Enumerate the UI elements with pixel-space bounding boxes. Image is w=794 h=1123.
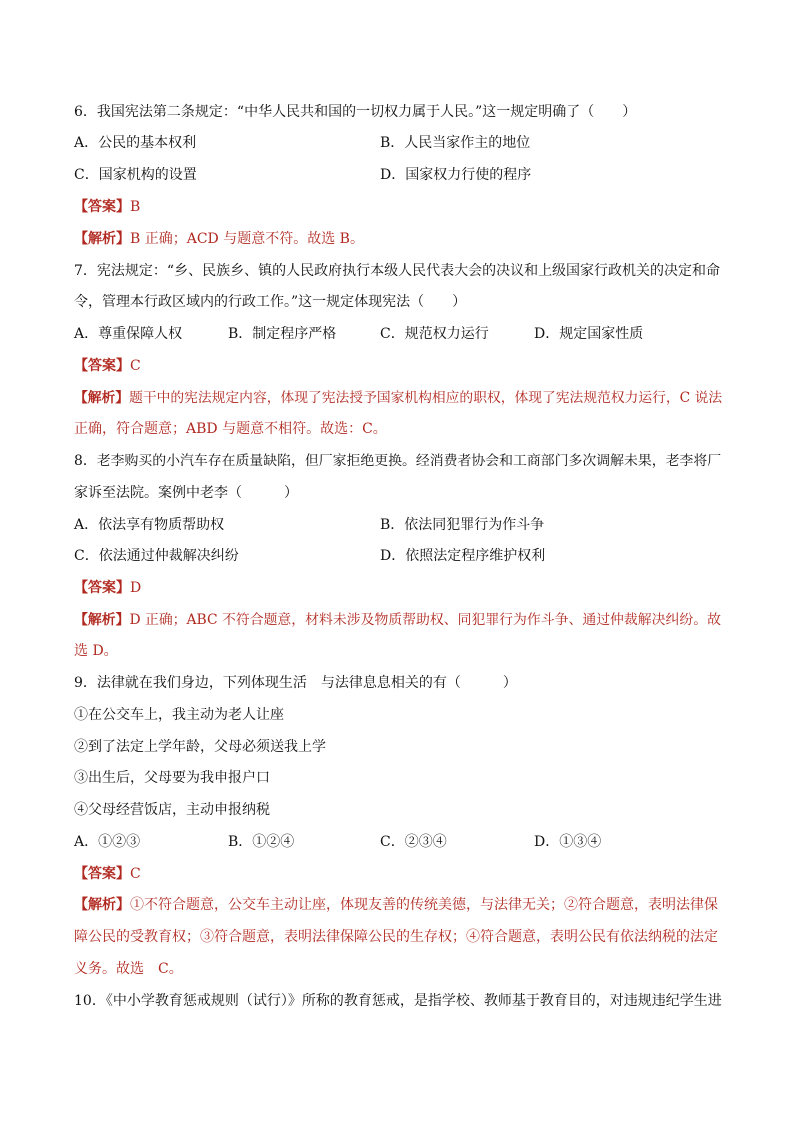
q9-option-a: A．①②③ <box>74 834 141 850</box>
analysis-tag: 【解析】 <box>74 612 130 628</box>
q6-answer <box>74 197 140 217</box>
q9-item-4: ④父母经营饭店，主动申报纳税 <box>74 802 270 818</box>
q6-option-c: C．国家机构的设置 <box>74 167 197 183</box>
q8-answer <box>74 578 141 598</box>
q7-analysis-text-1: 题干中的宪法规定内容，体现了宪法授予国家机构相应的职权，体现了宪法规范权力运行，C 说法 <box>129 390 723 406</box>
q7-answer <box>74 356 141 376</box>
q6-option-d: D．国家权力行使的程序 <box>380 167 532 183</box>
answer-tag: 【答案】 <box>74 580 130 596</box>
question-7-stem-line-1: 7．宪法规定：“乡、民族乡、镇的人民政府执行本级人民代表大会的决议和上级国家行政机关的决定和命 <box>74 263 721 279</box>
question-7-stem-line-2: 令，管理本行政区域内的行政工作。”这一规定体现宪法（ ） <box>74 294 467 310</box>
analysis-tag: 【解析】 <box>74 390 130 406</box>
q7-analysis-line-2: 正确，符合题意；ABD 与题意不相符。故选：C。 <box>74 421 387 437</box>
q7-option-a: A．尊重保障人权 <box>74 326 183 342</box>
q9-item-2: ②到了法定上学年龄，父母必须送我上学 <box>74 739 326 755</box>
q6-analysis-text: B 正确；ACD 与题意不符。故选 B。 <box>130 231 364 247</box>
q6-answer-value: B <box>130 199 141 215</box>
q9-item-3: ③出生后，父母要为我申报户口 <box>74 770 270 786</box>
q6-analysis <box>74 229 364 249</box>
q7-option-c: C．规范权力运行 <box>380 326 489 342</box>
answer-tag: 【答案】 <box>74 358 130 374</box>
q6-option-b: B．人民当家作主的地位 <box>380 135 531 151</box>
q9-answer-value: C <box>130 866 141 882</box>
question-10-stem: 10．《中小学教育惩戒规则（试行）》所称的教育惩戒，是指学校、教师基于教育目的，对违规违纪学生进 <box>74 993 722 1009</box>
q9-analysis-line-1 <box>74 895 718 915</box>
analysis-tag: 【解析】 <box>74 231 130 247</box>
q8-analysis-line-2: 选 D。 <box>74 643 118 659</box>
q7-analysis-line-1 <box>74 388 722 408</box>
q8-option-a: A．依法享有物质帮助权 <box>74 517 225 533</box>
q9-analysis-text-1: ①不符合题意，公交车主动让座，体现友善的传统美德，与法律无关；②符合题意，表明法律保 <box>130 897 718 913</box>
answer-tag: 【答案】 <box>74 199 130 215</box>
q9-analysis-line-3: 义务。故选 C。 <box>74 961 183 977</box>
q8-analysis-line-1 <box>74 610 721 630</box>
q9-answer <box>74 864 141 884</box>
question-9-stem: 9．法律就在我们身边，下列体现生活 与法律息息相关的有（ ） <box>74 675 517 691</box>
q9-option-b: B．①②④ <box>228 834 295 850</box>
q8-option-d: D．依照法定程序维护权利 <box>380 548 546 564</box>
answer-tag: 【答案】 <box>74 866 130 882</box>
q8-analysis-text-1: D 正确；ABC 不符合题意，材料未涉及物质帮助权、同犯罪行为作斗争、通过仲裁解决纠纷。故 <box>129 612 721 628</box>
q7-option-d: D．规定国家性质 <box>534 326 644 342</box>
analysis-tag: 【解析】 <box>74 897 130 913</box>
question-8-stem-line-1: 8．老李购买的小汽车存在质量缺陷，但厂家拒绝更换。经消费者协会和工商部门多次调解未果，老李将厂 <box>74 453 722 469</box>
question-8-stem-line-2: 家诉至法院。案例中老李（ ） <box>74 485 298 501</box>
q7-answer-value: C <box>130 358 141 374</box>
q9-item-1: ①在公交车上，我主动为老人让座 <box>74 707 284 723</box>
question-6-stem: 6．我国宪法第二条规定：“中华人民共和国的一切权力属于人民。”这一规定明确了（ ） <box>74 104 637 120</box>
q9-option-c: C．②③④ <box>380 834 447 850</box>
q7-option-b: B．制定程序严格 <box>228 326 337 342</box>
q8-answer-value: D <box>130 580 142 596</box>
q9-analysis-line-2: 障公民的受教育权；③符合题意，表明法律保障公民的生存权；④符合题意，表明公民有依法纳税的法定 <box>74 929 718 945</box>
q8-option-b: B．依法同犯罪行为作斗争 <box>380 517 545 533</box>
q8-option-c: C．依法通过仲裁解决纠纷 <box>74 548 239 564</box>
q9-option-d: D．①③④ <box>534 834 602 850</box>
q6-option-a: A．公民的基本权利 <box>74 135 197 151</box>
